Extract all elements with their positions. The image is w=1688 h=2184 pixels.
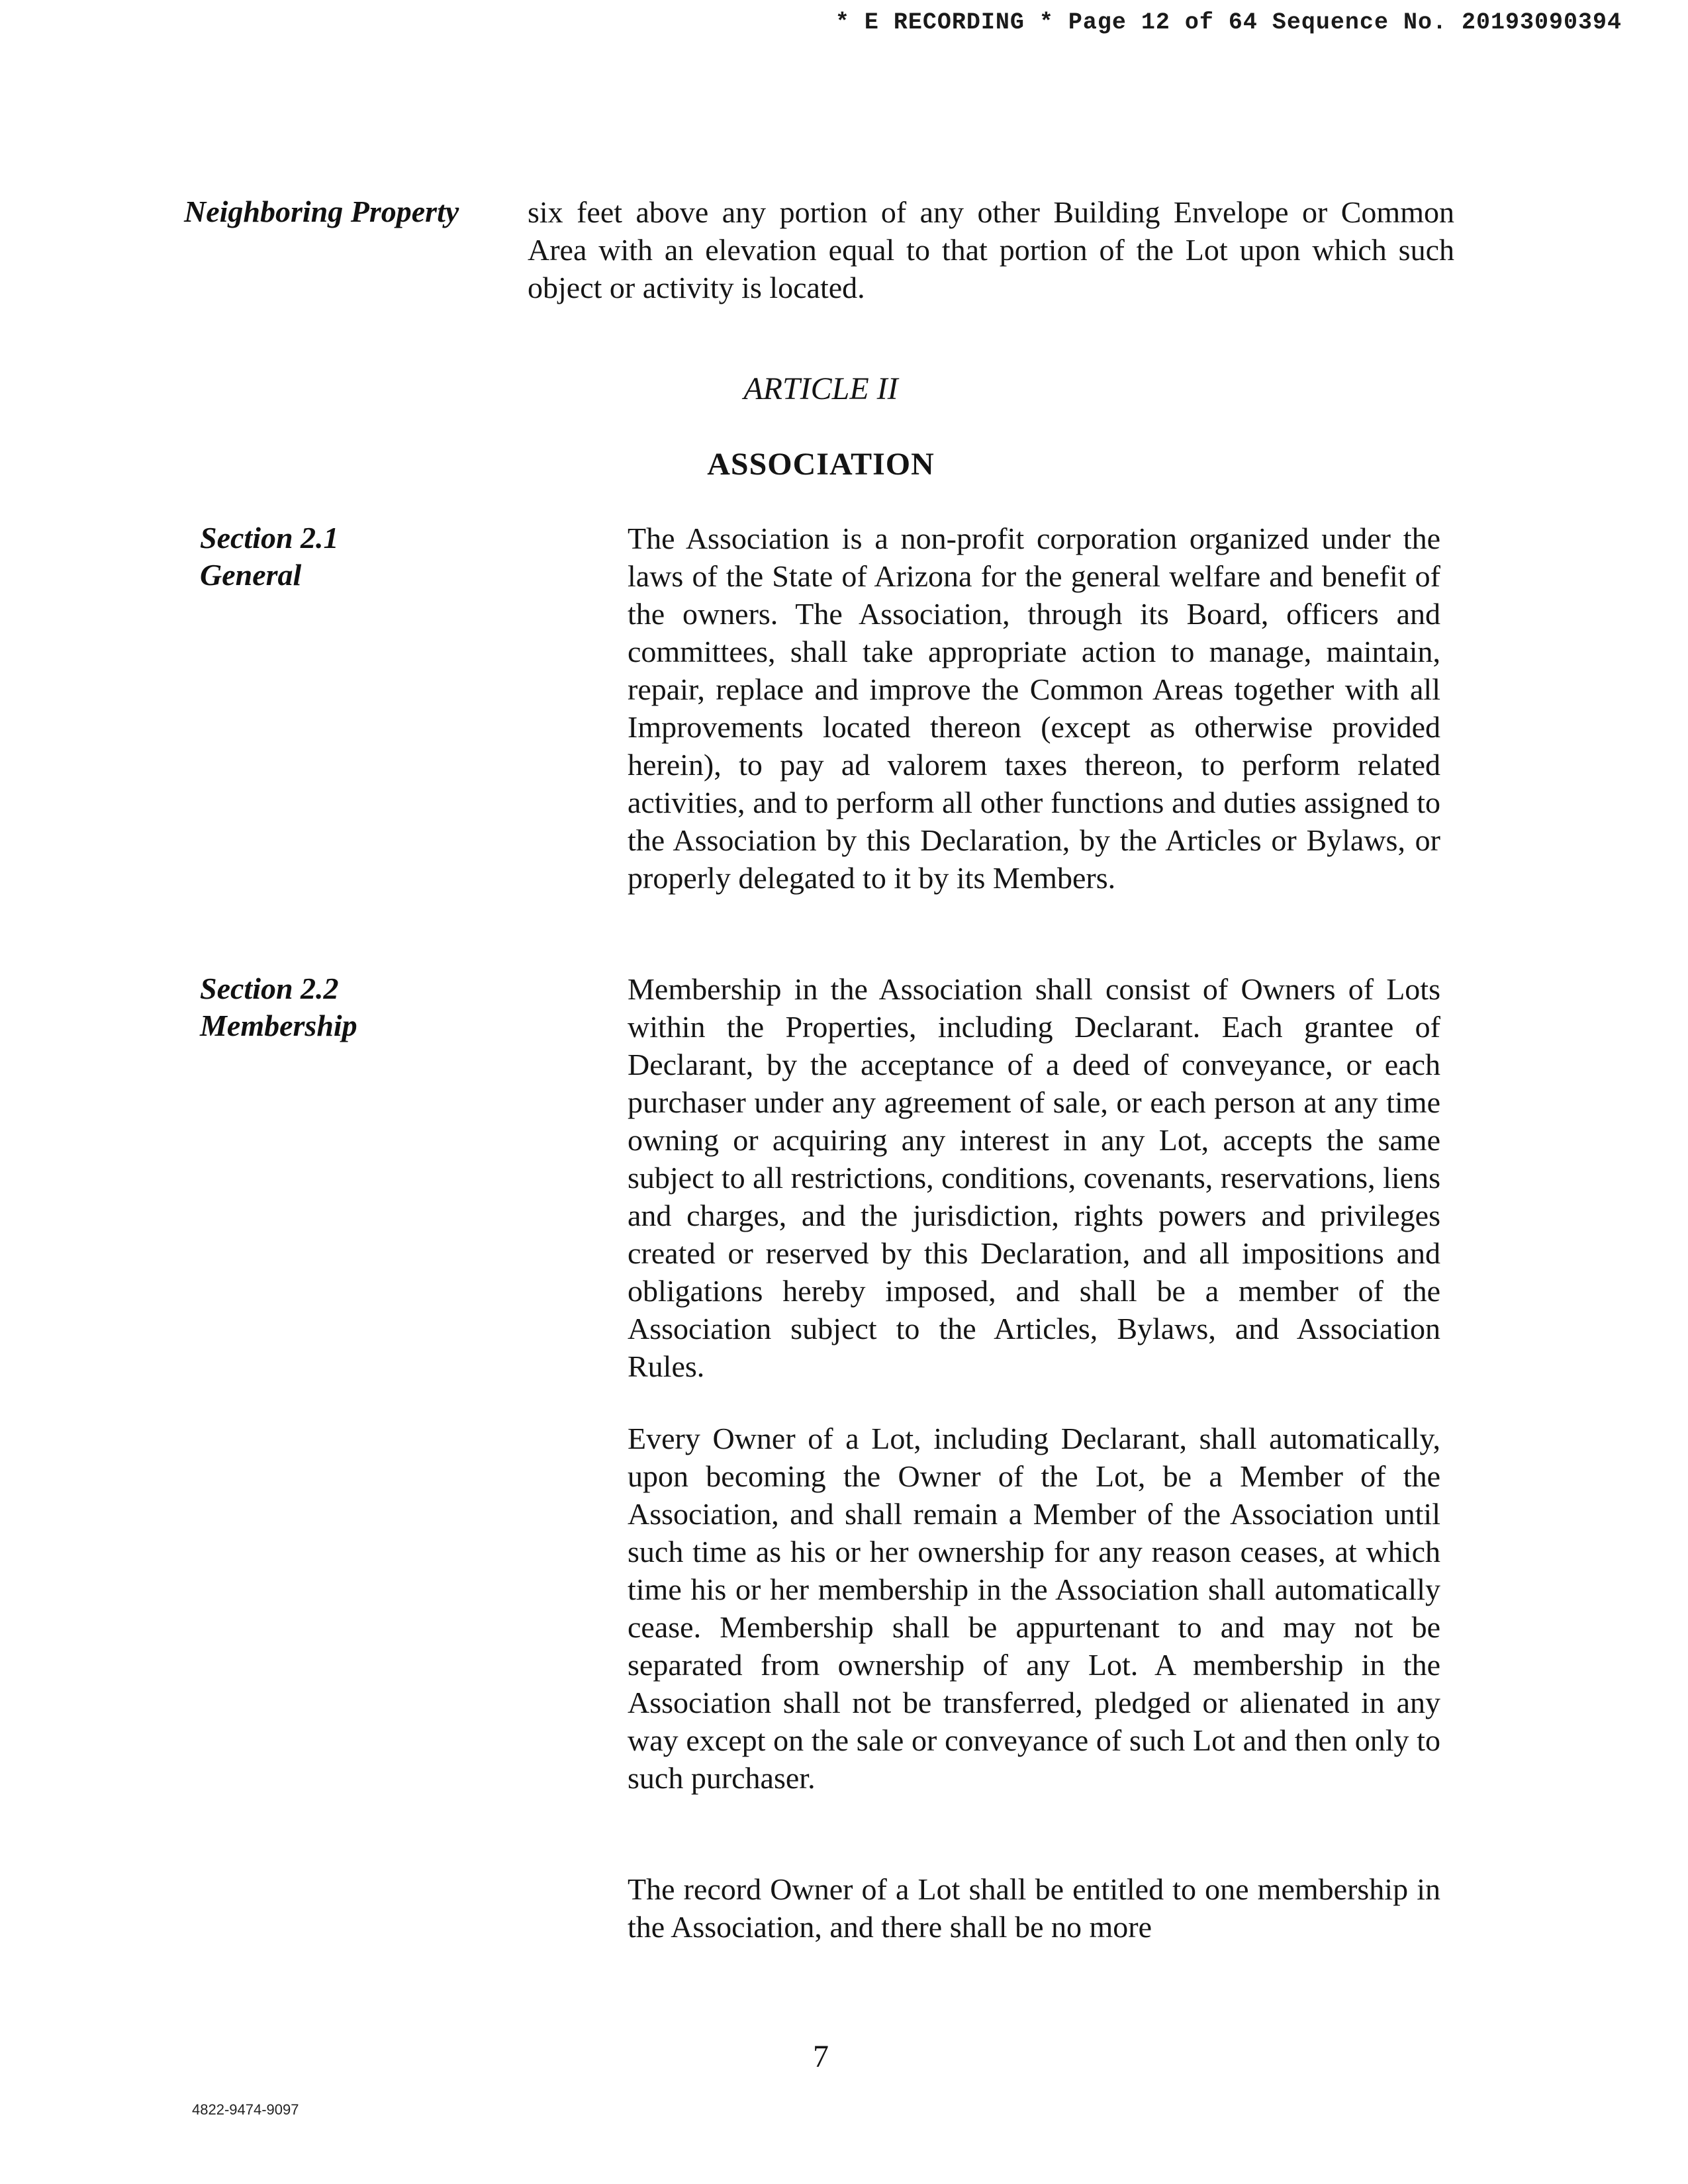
section-number: Section 2.2 [200,972,339,1005]
page-number: 7 [813,2039,829,2074]
section-2-2-heading [200,970,465,1044]
section-2-1-heading [200,520,465,594]
section-title: General [200,558,302,592]
section-2-2-paragraph-2: Every Owner of a Lot, including Declarant, shall automatically, upon becoming the Owner of the Lot, be a Member of the Association, and shall remain a Member of the Association until such time as his or her ownership for any reason ceases, at which time his or her membership in the Association shall automatically cease. Membership shall be appurtenant to and may not be separated from ownership of any Lot. A membership in the Association shall not be transferred, pledged or alienated in any way except on the sale or conveyance of such Lot and then only to such purchaser. [628,1422,1440,1795]
section-2-1-paragraph: The Association is a non-profit corporation organized under the laws of the State of Arizona for the general welfare and benefit of the owners. The Association, through its Board, officers and committees, shall take appropriate action to manage, maintain, repair, replace and improve the Common Areas together with all Improvements located thereon (except as otherwise provided herein), to pay ad valorem taxes thereon, to perform related activities, and to perform all other functions and duties assigned to the Association by this Declaration, by the Articles or Bylaws, or properly delegated to it by its Members. [628,522,1440,895]
section-number: Section 2.1 [200,521,339,555]
article-number: ARTICLE II [743,371,898,406]
document-id: 4822-9474-9097 [192,2101,299,2118]
recording-header: * E RECORDING * Page 12 of 64 Sequence No. 20193090394 [835,9,1622,36]
definition-term: Neighboring Property [184,195,459,228]
section-2-2-paragraph-3: The record Owner of a Lot shall be entitled to one membership in the Association, and there shall be no more [628,1872,1440,1944]
article-title: ASSOCIATION [707,447,935,482]
section-2-2-paragraph-1: Membership in the Association shall consist of Owners of Lots within the Properties, including Declarant. Each grantee of Declarant, by the acceptance of a deed of conveyance, or each purchaser under any agreement of sale, or each person at any time owning or acquiring any interest in any Lot, accepts the same subject to all restrictions, conditions, covenants, reservations, liens and charges, and the jurisdiction, rights powers and privileges created or reserved by this Declaration, and all impositions and obligations hereby imposed, and shall be a member of the Association subject to the Articles, Bylaws, and Association Rules. [628,972,1440,1383]
definition-text: six feet above any portion of any other Building Envelope or Common Area with an elevation equal to that portion of the Lot upon which such object or activity is located. [528,195,1454,304]
section-title: Membership [200,1009,357,1042]
